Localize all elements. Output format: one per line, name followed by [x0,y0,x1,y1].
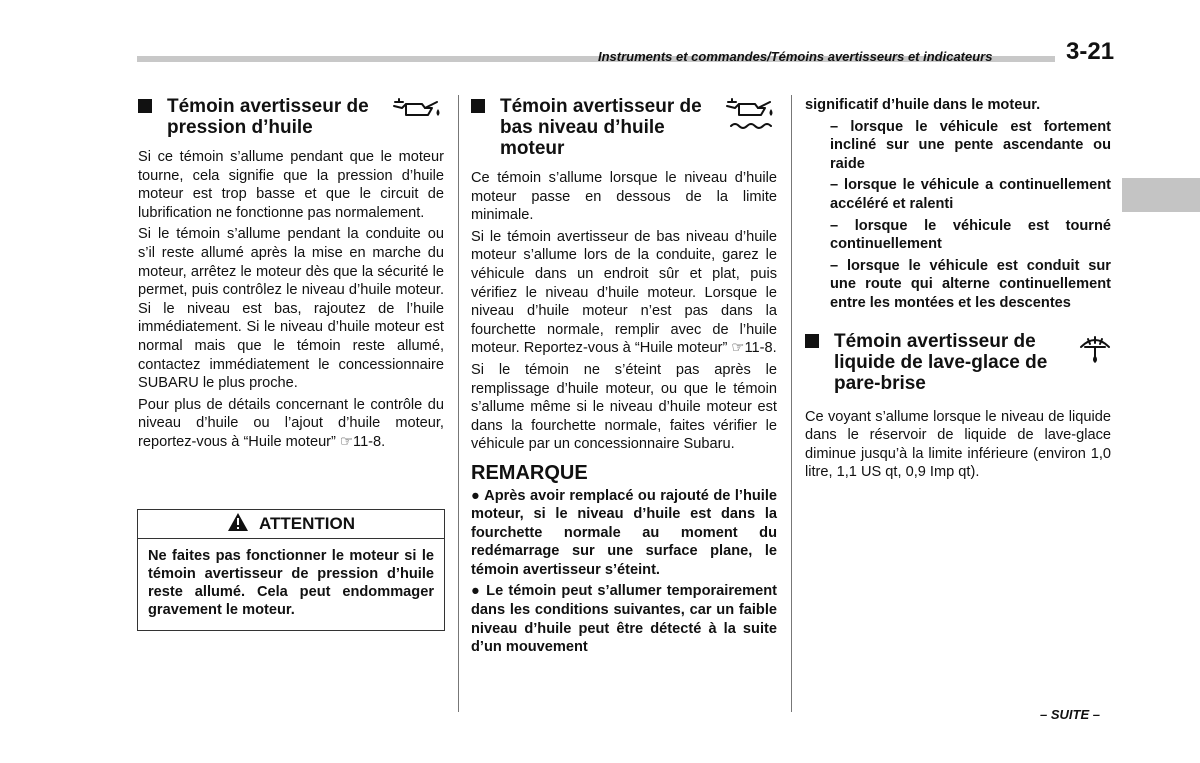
column-1 [138,96,444,455]
section-heading-low-oil-level: Témoin avertisseur de bas niveau d’huile moteur [471,96,777,159]
section-heading-oil-pressure: Témoin avertisseur de pression d’huile [138,96,444,138]
remarque-heading: REMARQUE [471,461,588,484]
attention-label: ATTENTION [258,514,355,533]
condition-item: – lorsque le véhicule a continuellement accéléré et ralenti [830,177,1111,212]
heading-bullet [805,334,819,348]
paragraph: Si ce témoin s’allume pendant que le moteur tourne, cela signifie que la pression d’huile moteur est trop basse et que le circuit de lubrification ne fonctionne pas normalement. [138,149,444,221]
column-3 [805,96,1111,485]
heading-bullet [471,99,485,113]
paragraph: Ce voyant s’allume lorsque le niveau de liquide dans le réservoir de liquide de lave-glace diminue jusqu’à la limite inférieure (environ 1,0 litre, 1,1 US qt, 0,9 Imp qt). [805,408,1111,481]
heading-bullet [138,99,152,113]
paragraph: Si le témoin s’allume pendant la conduite ou s’il reste allumé après la mise en marche du moteur, arrêtez le moteur dès que la sécurité le permet, puis contrôlez le niveau d’huile moteur. Si le niveau est bas, rajoutez de l’huile immédiatement. Si le niveau d’huile moteur est normal mais que le témoin reste allumé, contactez immédiatement le concessionnaire SUBARU le plus proche. [138,226,444,392]
column-2 [471,96,777,660]
paragraph: Si le témoin avertisseur de bas niveau d’huile moteur s’allume lors de la conduite, garez le véhicule dans un endroit sûr et plat, puis vérifiez le niveau d’huile moteur. Lorsque le niveau d’huile moteur n’est pas dans la fourchette normale, remplir avec de l’huile moteur. Reportez-vous à “Huile moteur” ☞11-8. [471,228,777,357]
condition-list [805,96,1111,313]
paragraph: Si le témoin ne s’éteint pas après le remplissage d’huile moteur, ou que le témoin s’allume même si le niveau d’huile moteur est dans la fourchette normale, faites vérifier le véhicule par un concessionnaire Subaru. [471,361,777,453]
condition-item: – lorsque le véhicule est fortement incliné sur une pente ascendante ou raide [830,118,1111,172]
condition-item: – lorsque le véhicule est conduit sur une route qui alterne continuellement entre les montées et les descentes [830,257,1111,311]
warning-triangle-icon [227,512,249,537]
oil-level-icon [725,97,777,139]
washer-fluid-icon [1077,331,1113,371]
attention-box [137,509,445,631]
remarque-item: ● Le témoin peut s’allumer temporairement dans les conditions suivantes, car un faible niveau d’huile peut être détecté à la suite d’un mouvement [471,583,777,656]
paragraph: Ce témoin s’allume lorsque le niveau d’huile moteur passe en dessous de la limite minimale. [471,170,777,224]
header-section-title: Instruments et commandes/Témoins avertisseurs et indicateurs [598,49,993,64]
condition-item: – lorsque le véhicule est tourné continuellement [830,217,1111,253]
continuation-text: significatif d’huile dans le moteur. [805,97,1041,113]
paragraph: Pour plus de détails concernant le contrôle du niveau d’huile ou l’ajout d’huile moteur, reportez-vous à “Huile moteur” ☞11-8. [138,396,444,450]
section-heading-washer-fluid: Témoin avertisseur de liquide de lave-glace de pare-brise [805,331,1111,394]
page-number: 3-21 [1066,38,1115,65]
oil-can-icon [392,97,444,125]
chapter-tab [1122,178,1200,212]
continued-marker: – SUITE – [1040,707,1100,722]
attention-text: Ne faites pas fonctionner le moteur si le témoin avertisseur de pression d’huile reste allumé. Cela peut endommager gravement le moteur. [148,548,434,618]
remarque-list [471,487,777,657]
washer-section [805,331,1111,482]
remarque-item: ● Après avoir remplacé ou rajouté de l’huile moteur, si le niveau d’huile est dans la fourchette normale au moment du redémarrage sur une surface plane, le témoin avertisseur s’éteint. [471,487,777,578]
column-divider-1 [458,95,459,712]
attention-header [138,510,444,539]
column-divider-2 [791,95,792,712]
